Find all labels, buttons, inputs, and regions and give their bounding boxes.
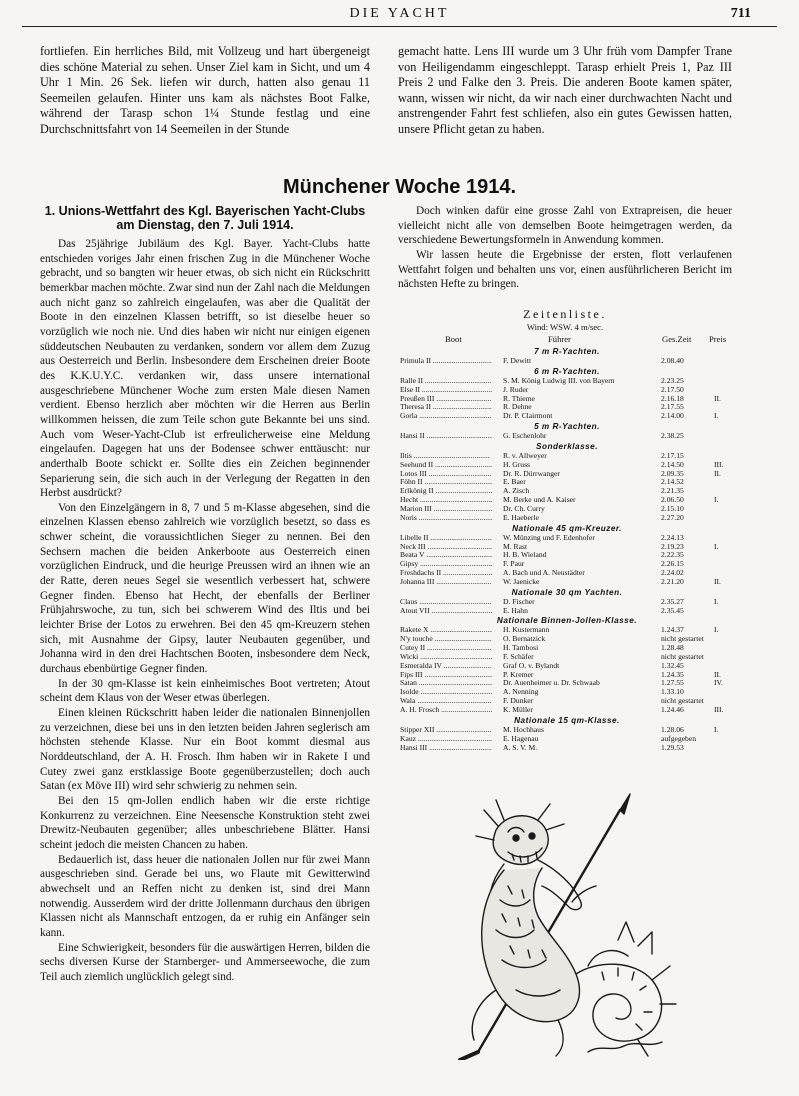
total-time: 2.24.13 <box>661 532 684 542</box>
skipper-name: A. Nenning <box>503 688 539 697</box>
total-time: 2.21.35 <box>661 486 684 496</box>
paragraph: Das 25jährige Jubiläum des Kgl. Bayer. Yacht-Clubs hatte entschieden voriges Jahr einen frischen Zug in die Münchener Woche gebracht, und so bangten wir heuer etwas, ob sich nicht ein Rückschritt bemerkbar machen möchte. Zwar sind nun der Zahl nach die Meldungen auch nicht ganz so zahlreich eingelaufen, was aber die Qualität der Boote in den einzelnen Klassen betrifft, so ist dieselbe heuer so vorzüglich wie noch nie. Und dies haben wir nicht nur einigen eigenen süddeutschen Neubauten zu verdanken, sondern vor allem dem Zuzug aus Oesterreich und Berlin. Insbesondere dem Erscheinen dreier Boote des K.K.U.Y.C. verdanken wir, dass unsere international ausgeschriebene Münchener Woche zum ersten Male diesen Namen verdient. Ebenso herzlich aber möchten wir die Herren aus Berlin willkommen heissen, die zum Teile schon gute Bekannte bei uns sind. Auch vom Weser-Yacht-Club ist erfreulicherweise eine Meldung eingelaufen. Dagegen hat uns der Bodensee schwer enttäuscht: nur anderthalb Boote schickt er. Sollte dies ein Zeichen beginnender Separierung sein, die sich auch in der Verlegung der Regatten in den Herbst ausdrückt? <box>40 238 370 500</box>
paragraph: fortliefen. Ein herrliches Bild, mit Vollzeug und hart übergeneigt dies schöne Material zu sehen. Unser Ziel kam in Sicht, und um 4 Uhr 1 Min. 26 Sek. liefen wir durch, hatten also genau 11 Seemeilen gelaufen. Hinter uns kam als nächstes Boot Falke, während der Tarasp schon 1¼ Stunde festlag und eine Durchschnittsfahrt von 14 Seemeilen in der Stunde <box>40 44 370 136</box>
boat-name: Iltis ..... <box>400 452 492 461</box>
class-heading: Nationale 30 qm Yachten. <box>511 587 623 597</box>
total-time: nicht gestartet <box>661 634 704 644</box>
total-time: 2.06.50 <box>661 495 684 505</box>
prize: I. <box>714 625 719 635</box>
result-row <box>400 514 734 523</box>
prize: I. <box>714 495 719 505</box>
column-header-fuehrer: Führer <box>548 334 571 344</box>
article-subtitle: 1. Unions-Wettfahrt des Kgl. Bayerischen Yacht-Clubs am Dienstag, den 7. Juli 1914. <box>44 204 366 232</box>
total-time: nicht gestartet <box>661 696 704 706</box>
boat-name: Erlkönig II ..... <box>400 487 492 496</box>
boat-name: Claus ..... <box>400 598 492 607</box>
total-time: 1.28.48 <box>661 643 684 653</box>
skipper-name: W. Jaenicke <box>503 577 540 586</box>
results-title: Zeitenliste. <box>523 307 607 321</box>
boat-name: A. H. Frosch ..... <box>400 706 492 715</box>
total-time: 2.16.18 <box>661 393 684 403</box>
previous-article-text-right <box>398 44 732 138</box>
prize: III. <box>714 705 724 714</box>
skipper-name: F. Dewitt <box>503 357 532 365</box>
skipper-name: R. Dehne <box>503 403 532 412</box>
total-time: 1.24.46 <box>661 705 684 714</box>
header-rule <box>22 26 777 27</box>
boat-name: Lotos III ..... <box>400 470 492 479</box>
prize: III. <box>714 459 724 469</box>
previous-article-text-left <box>40 44 370 138</box>
skipper-name: A. Zisch <box>503 487 530 496</box>
skipper-name: Dr. Ch. Curry <box>503 504 545 513</box>
boat-name: Marion III ..... <box>400 505 492 514</box>
skipper-name: Dr. R. Dürrwanger <box>503 469 560 478</box>
skipper-name: Dr. P. Clairmont <box>503 412 553 421</box>
class-heading: 7 m R-Yachten. <box>534 347 600 356</box>
skipper-name: E. Haeberle <box>503 513 539 522</box>
boat-name: Kauz ..... <box>400 735 492 744</box>
paragraph: Wir lassen heute die Ergebnisse der ersten, flott verlaufenen Wettfahrt folgen und behalten uns vor, einen ausführlicheren Bericht im nächsten Hefte zu bringen. <box>398 248 732 291</box>
boat-name: Preußen III ..... <box>400 395 492 404</box>
boat-name: Neck III ..... <box>400 543 492 552</box>
total-time: 2.35.27 <box>661 596 684 606</box>
total-time: 2.14.50 <box>661 459 684 469</box>
sea-monster-illustration <box>438 790 678 1060</box>
skipper-name: M. Hochhaus <box>503 725 544 734</box>
total-time: 2.22.35 <box>661 550 684 560</box>
total-time: 1.29.53 <box>661 742 684 752</box>
skipper-name: A. S. V. M. <box>503 743 538 752</box>
boat-name: Else II ..... <box>400 386 492 395</box>
total-time: 2.15.10 <box>661 503 684 513</box>
result-row <box>400 412 734 421</box>
boat-name: Rakete X ..... <box>400 626 492 635</box>
boat-name: Föhn II ..... <box>400 478 492 487</box>
skipper-name: K. Müller <box>503 706 533 714</box>
prize: I. <box>714 724 719 734</box>
skipper-name: F. Schäfer <box>503 652 534 661</box>
boat-name: Primula II ..... <box>400 357 492 366</box>
prize: IV. <box>714 678 723 688</box>
result-row <box>400 432 734 441</box>
paragraph: gemacht hatte. Lens III wurde um 3 Uhr früh vom Dampfer Trane von Heiligendamm eingeschleppt. Tarasp erhielt Preis 1, Paz III Preis 2 und Falke den 3. Preis. Die anderen Boote kamen später, wann, wissen wir nicht, da wir nach einer durchwachten Nacht und anstrengender Fahrt fest schliefen, also ein gutes Gewissen hatten, unsere Pflicht getan zu haben. <box>398 44 732 136</box>
results-table <box>400 346 734 752</box>
total-time: 2.35.45 <box>661 605 684 615</box>
boat-name: Noris ..... <box>400 514 492 523</box>
result-row <box>400 578 734 587</box>
total-time: aufgegeben <box>661 733 696 743</box>
page-number: 711 <box>730 6 751 21</box>
wind-info: Wind: WSW. 4 m/sec. <box>526 322 604 332</box>
total-time: 2.27.20 <box>661 512 684 522</box>
skipper-name: E. Hagenau <box>503 734 539 743</box>
total-time: 2.24.02 <box>661 568 684 578</box>
boat-name: Cutey II ..... <box>400 644 492 653</box>
boat-name: Fips III ..... <box>400 671 492 680</box>
skipper-name: F. Paur <box>503 560 525 569</box>
skipper-name: E. Baer <box>503 478 526 487</box>
paragraph: Einen kleinen Rückschritt haben leider die nationalen Binnenjollen zu verzeichnen, diese bei uns in den letzten beiden Jahren seglerisch am höchsten stehende Klasse. Nur ein Boot kommt diesmal aus Norddeutschland, der A. H. Frosch. Ihm haben wir in Rakete I und Cutey zwei ganz erstklassige Boote gegenüberzustellen; doch auch Satan (ex Möve III) wird sehr schwierig zu nehmen sein. <box>40 707 370 793</box>
prize: II. <box>714 576 721 586</box>
class-heading: 6 m R-Yachten. <box>534 366 600 376</box>
column-header-boot: Boot <box>445 334 462 344</box>
boat-name: Libelle II ..... <box>400 534 492 543</box>
skipper-name: F. Dunker <box>503 697 534 706</box>
skipper-name: J. Ruder <box>503 385 529 394</box>
class-heading: 5 m R-Yachten. <box>534 422 600 432</box>
prize: I. <box>714 596 719 606</box>
article-title: Münchener Woche 1914. <box>282 176 517 198</box>
skipper-name: Dr. Auenheimer u. Dr. Schwaab <box>503 679 600 688</box>
skipper-name: H. B. Wieland <box>503 551 547 560</box>
paragraph: Bedauerlich ist, dass heuer die nationalen Jollen nur für zwei Mann ausgeschrieben sind. Gerade bei uns, wo Flaute mit Gewitterwind abwechselt und an Reffen nicht zu denken ist, sind drei Mann notwendig. Ausserdem wird der dritte Jollenmann durchaus den übrigen Klassen nicht als Mannschaft entzogen, da er ruhig ein Anfänger sein kann. <box>40 853 370 939</box>
column-header-prize: Preis <box>709 334 727 344</box>
boat-name: Ralle II ..... <box>400 377 492 386</box>
boat-name: Seehund II ..... <box>400 461 492 470</box>
boat-name: Wicki ..... <box>400 653 492 662</box>
article-right-column <box>398 204 732 292</box>
skipper-name: H. Gruss <box>503 460 531 469</box>
result-row <box>400 706 734 715</box>
total-time: 2.21.20 <box>661 576 684 586</box>
boat-name: Hansi II ..... <box>400 432 492 441</box>
skipper-name: E. Hahn <box>503 606 528 615</box>
boat-name: Freshdachs II ..... <box>400 569 492 578</box>
total-time: 2.17.15 <box>661 450 684 460</box>
total-time: 2.08.40 <box>661 356 684 365</box>
boat-name: Gipsy ..... <box>400 560 492 569</box>
class-heading: Nationale Binnen-Jollen-Klasse. <box>496 616 638 626</box>
skipper-name: H. Kustermann <box>503 626 550 635</box>
skipper-name: W. Münzing und F. Edenhofer <box>503 533 595 542</box>
skipper-name: H. Tambosi <box>503 644 539 653</box>
boat-name: Beata V ..... <box>400 551 492 560</box>
total-time: 1.24.37 <box>661 625 684 635</box>
boat-name: Esmeralda IV ..... <box>400 662 492 671</box>
skipper-name: R. Thieme <box>503 394 535 403</box>
total-time: 2.19.23 <box>661 541 684 551</box>
boat-name: Johanna III ..... <box>400 578 492 587</box>
total-time: nicht gestartet <box>661 651 704 661</box>
result-row <box>400 744 734 753</box>
total-time: 1.28.06 <box>661 724 684 734</box>
total-time: 1.32.45 <box>661 660 684 670</box>
boat-name: Isolde ..... <box>400 688 492 697</box>
prize: I. <box>714 411 719 421</box>
total-time: 1.33.10 <box>661 687 684 697</box>
total-time: 2.09.35 <box>661 468 684 478</box>
total-time: 1.27.55 <box>661 678 684 688</box>
skipper-name: Graf O. v. Bylandt <box>503 661 560 670</box>
class-heading: Nationale 45 qm-Kreuzer. <box>512 523 622 533</box>
skipper-name: P. Kremer <box>503 670 534 679</box>
running-header <box>0 6 799 26</box>
boat-name: Theresa II ..... <box>400 403 492 412</box>
total-time: 2.38.25 <box>661 431 684 441</box>
article-left-column <box>40 204 370 984</box>
boat-name: Wala ..... <box>400 697 492 706</box>
prize: II. <box>714 468 721 478</box>
paragraph: Bei den 15 qm-Jollen endlich haben wir die erste richtige Konkurrenz zu verzeichnen. Eine Neesensche Konstruktion steht zwei Drewitz-Neubauten gegenüber; alles unbeschriebene Blätter. Hansi scheint jedoch die meisten Chancen zu haben. <box>40 794 370 851</box>
total-time: 2.14.52 <box>661 477 684 487</box>
paragraph: Eine Schwierigkeit, besonders für die auswärtigen Herren, bilden die sechs diversen Kurse der Starnberger- und Ammerseewoche, die zum Teil auch ziemlich unglücklich gelegt sind. <box>40 941 370 983</box>
prize: I. <box>714 541 719 551</box>
total-time: 2.17.50 <box>661 384 684 394</box>
boat-name: Satan ..... <box>400 679 492 688</box>
skipper-name: D. Fischer <box>503 597 535 606</box>
skipper-name: M. Rast <box>503 542 528 551</box>
boat-name: N'y touche ..... <box>400 635 492 644</box>
class-heading: Sonderklasse. <box>535 441 599 451</box>
prize: II. <box>714 393 721 403</box>
total-time: 2.14.00 <box>661 411 684 421</box>
total-time: 2.26.15 <box>661 559 684 569</box>
skipper-name: R. v. Allweyer <box>503 451 547 460</box>
boat-name: Hansi III ..... <box>400 744 492 753</box>
skipper-name: G. Eschenlohr <box>503 432 547 441</box>
class-heading: Nationale 15 qm-Klasse. <box>514 715 620 725</box>
total-time: 2.17.55 <box>661 402 684 412</box>
skipper-name: A. Bach und A. Neustädter <box>503 569 585 578</box>
column-header-time: Ges.Zeit <box>662 334 692 344</box>
boat-name: Gorla ..... <box>400 412 492 421</box>
result-row <box>400 357 734 366</box>
paragraph: Doch winken dafür eine grosse Zahl von Extrapreisen, die heuer vielleicht nicht alle von demselben Boote heimgetragen werden, da verschiedene Bewertungsformeln in Anwendung kommen. <box>398 205 732 247</box>
paragraph: Von den Einzelgängern in 8, 7 und 5 m-Klasse abgesehen, sind die einzelnen Klassen ebenso zahlreich wie vorzüglich besetzt, so dass es schwer scheint, die voraussichtlichen Sieger zu nennen. Bei den Sechsern machen die beiden Ankerboote aus Oesterreich einen vorzüglichen Eindruck, und die heurige Preussen wird an ihnen wie an der Ratte, deren neues Segel sie wesentlich verbessert hat, schwere Gegner finden. Ebenso hat Hecht, der ebenfalls der Berliner Frühjahrswoche, zu tun, sich bei schwerem Wind des Iltis und bei leichter Brise der Lotos zu erwehren. Bei den 45 qm-Kreuzern stehen sich, mit Ausnahme der Gipsy, lauter Neubauten gegenüber, und Johanna wird in den drei Hachtschen Booten, insbesondere dem Neck, durchaus ebenbürtige Gegner finden. <box>40 501 370 676</box>
skipper-name: M. Berke und A. Kaiser <box>503 496 576 505</box>
prize: II. <box>714 669 721 679</box>
skipper-name: S. M. König Ludwig III. von Bayern <box>503 376 615 385</box>
total-time: 2.23.25 <box>661 375 684 385</box>
boat-name: Stipper XII ..... <box>400 726 492 735</box>
boat-name: Atout VII ..... <box>400 607 492 616</box>
skipper-name: O. Bernatzick <box>503 635 546 644</box>
boat-name: Hecht ..... <box>400 496 492 505</box>
result-row <box>400 607 734 616</box>
total-time: 1.24.35 <box>661 669 684 679</box>
paragraph: In der 30 qm-Klasse ist kein einheimisches Boot vertreten; Atout scheint dem Klaus von der Weser etwas überlegen. <box>40 677 370 705</box>
magazine-title: DIE YACHT <box>349 6 450 21</box>
